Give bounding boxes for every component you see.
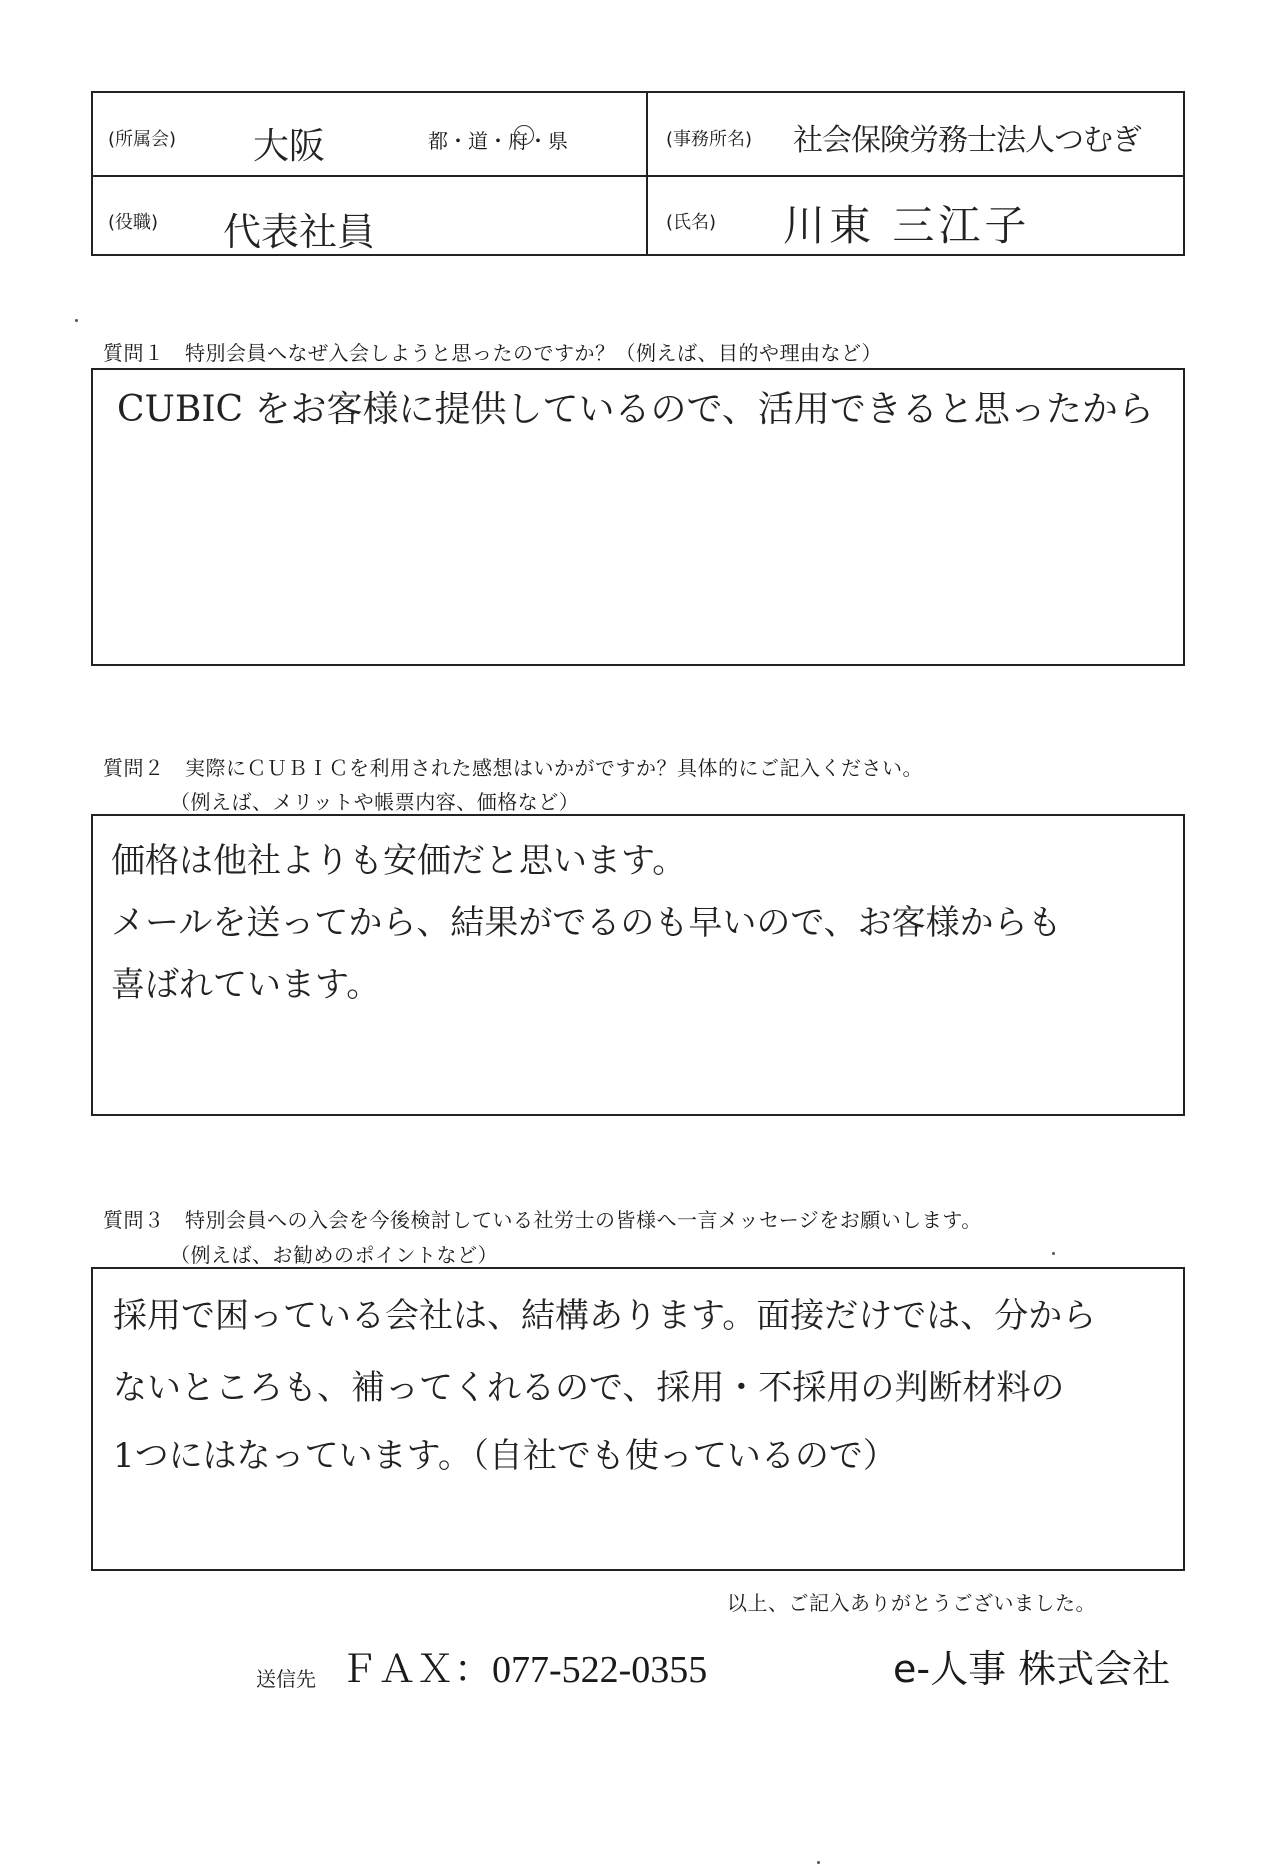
send-to-label: 送信先 <box>256 1667 316 1691</box>
affiliation-value: 大阪 <box>253 126 326 167</box>
q2-answer-line: メールを送ってから、結果がでるのも早いので、お客様からも <box>111 903 1062 943</box>
member-info-table <box>91 91 1185 256</box>
prefecture-options: 都・道・府・県 <box>428 129 568 153</box>
office-value: 社会保険労務士法人つむぎ <box>793 123 1141 158</box>
affiliation-label: (所属会) <box>108 129 177 150</box>
prefecture-selection-circle <box>514 125 534 145</box>
q1-question: 質問１ 特別会員へなぜ入会しようと思ったのですか？（例えば、目的や理由など） <box>103 341 882 365</box>
scan-speck <box>1052 1252 1055 1255</box>
q2-answer-line: 価格は他社よりも安価だと思います。 <box>111 841 687 881</box>
q2-answer-line: 喜ばれています。 <box>111 965 381 1005</box>
name-label: (氏名) <box>666 212 717 233</box>
q3-answer-box <box>91 1267 1185 1571</box>
position-label: (役職) <box>108 212 159 233</box>
office-label: (事務所名) <box>666 129 753 150</box>
q3-example: （例えば、お勧めのポイントなど） <box>170 1243 498 1267</box>
q3-question: 質問３ 特別会員への入会を今後検討している社労士の皆様へ一言メッセージをお願いします。 <box>103 1208 982 1232</box>
q2-example: （例えば、メリットや帳票内容、価格など） <box>170 790 580 814</box>
name-value: 川東 三江子 <box>783 201 1031 250</box>
company-name: e-人事 株式会社 <box>893 1647 1171 1691</box>
q3-answer-line: ないところも、補ってくれるので、採用・不採用の判断材料の <box>113 1368 1065 1408</box>
closing-thanks: 以上、ご記入ありがとうございました。 <box>727 1591 1096 1615</box>
fax-number: ＦＡＸ：077-522-0355 <box>340 1649 708 1691</box>
q1-answer-box <box>91 368 1185 666</box>
table-divider-vertical <box>646 93 648 254</box>
scan-speck <box>75 319 78 322</box>
q2-question: 質問２ 実際にＣＵＢＩＣを利用された感想はいかがですか？具体的にご記入ください。 <box>103 756 923 780</box>
q3-answer-line: 採用で困っている会社は、結構あります。面接だけでは、分から <box>113 1296 1097 1336</box>
position-value: 代表社員 <box>223 210 376 254</box>
table-divider-horizontal <box>93 175 1183 177</box>
q1-answer: CUBIC をお客様に提供しているので、活用できると思ったから <box>117 389 1154 430</box>
q3-answer-line: 1つにはなっています。（自社でも使っているので） <box>113 1436 897 1476</box>
q2-answer-box <box>91 814 1185 1116</box>
